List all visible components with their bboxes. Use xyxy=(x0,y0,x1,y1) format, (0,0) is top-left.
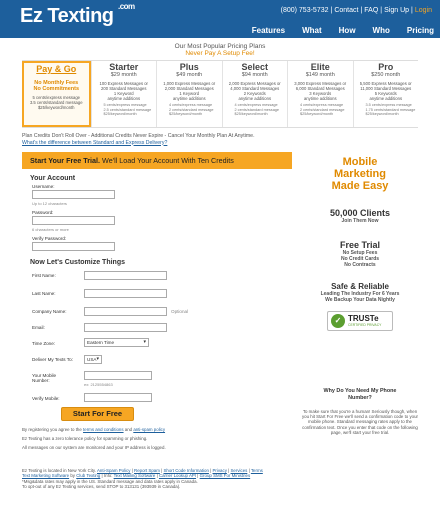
free-trial-heading: Free Trial xyxy=(339,240,381,250)
delivery-difference-link[interactable]: What's the difference between Standard and Express Delivery? xyxy=(22,139,168,146)
plan-desc-line: 11,000 Standard Messages xyxy=(360,86,412,91)
plan-feature: 2 cents/standard message xyxy=(234,107,280,112)
plan-feature: 4 cents/express message xyxy=(300,103,344,107)
plan-features xyxy=(223,103,288,117)
trial-rest: We'll Load Your Account With Ten Credits xyxy=(100,156,234,165)
plan-price: $29 month xyxy=(110,72,137,78)
plan-desc-line: $25/keyword/month xyxy=(37,105,75,110)
why-phone-title xyxy=(300,388,420,401)
plan-feature: $25/keyword/month xyxy=(234,112,268,116)
plan-desc xyxy=(24,95,89,110)
footer-optout: To opt-out of any Ez Texting services, send STOP to 313131 (393939 in Canada). xyxy=(22,484,181,490)
truste-sub: CERTIFIED PRIVACY xyxy=(348,323,382,327)
plan-select[interactable] xyxy=(222,61,288,127)
signup-link[interactable]: Sign Up xyxy=(384,7,410,14)
account-section-title: Your Account xyxy=(30,175,76,182)
username-input[interactable] xyxy=(32,190,115,199)
mm-line: Made Easy xyxy=(331,180,389,192)
ez-texting-logo[interactable] xyxy=(20,2,135,28)
free-trial-line: No Setup Fees xyxy=(342,250,378,256)
free-trial-line: No Credit Cards xyxy=(340,256,380,262)
contact-link[interactable]: Contact xyxy=(334,7,359,14)
footer-report-spam-link[interactable]: Report Spam xyxy=(134,468,160,473)
antispam-link[interactable]: anti-spam policy xyxy=(133,427,166,432)
plan-desc-line: anytime additions xyxy=(238,96,272,101)
plan-desc-line: 3 Keywords xyxy=(309,91,332,96)
plan-no-fees xyxy=(24,80,89,92)
country-value: USA xyxy=(87,357,97,362)
terms-agreement xyxy=(22,427,292,433)
plan-name: Starter xyxy=(109,62,139,72)
company-name-input[interactable] xyxy=(84,307,167,316)
plan-desc-line: 1 Keyword xyxy=(179,91,200,96)
logo-text: Ez Texting xyxy=(20,5,114,27)
plan-feature: 3.5 cents/express message xyxy=(365,103,412,107)
plan-desc-line: 3.5 cents/standard message xyxy=(29,100,83,105)
plan-feature: 4 cents/express message xyxy=(234,103,278,107)
plan-name: Select xyxy=(241,62,269,72)
why-title-line: Why Do You Need My Phone xyxy=(323,388,397,394)
plan-elite[interactable] xyxy=(287,61,353,127)
last-name-input[interactable] xyxy=(84,289,167,298)
mobile-number-label: Your Mobile Number: xyxy=(32,373,57,383)
footer-info: Info xyxy=(103,473,112,479)
plan-price: $250 month xyxy=(371,72,401,78)
plan-nofee-text: No Monthly Fees xyxy=(34,80,79,86)
why-phone-box xyxy=(300,388,420,435)
plan-desc-line: 1,000 Express Messages or xyxy=(163,81,216,86)
nav-who[interactable]: Who xyxy=(372,26,390,35)
footer-carrier-lookup-link[interactable]: Carrier Lookup API xyxy=(158,473,197,479)
footer-location: Ez Texting is located in New York City. xyxy=(22,468,97,473)
truste-text xyxy=(348,315,381,327)
right-sidebar xyxy=(300,152,420,331)
terms-prefix: By registering you agree to the xyxy=(22,427,84,432)
plan-name[interactable]: Pay & Go xyxy=(36,64,77,74)
plan-desc-line: 2,000 Standard Messages xyxy=(164,86,214,91)
timezone-select[interactable] xyxy=(84,338,149,347)
footer-line-1: Ez Texting is located in New York City. Anti-Spam Policy | Report Spam | Short Code Information | Privacy | Services | Terms xyxy=(22,468,263,473)
timezone-value: Eastern Time xyxy=(87,340,115,345)
pricing-plans xyxy=(22,60,418,128)
username-label: Username: xyxy=(32,184,55,189)
plan-feature: 2.5 cents/standard message xyxy=(103,107,152,112)
plan-desc xyxy=(354,81,419,101)
plan-starter[interactable] xyxy=(91,61,157,127)
plan-desc-line: 3,000 Express Messages or xyxy=(294,81,347,86)
free-trial-line: No Contracts xyxy=(344,262,376,268)
footer-terms-link[interactable]: Terms xyxy=(250,468,263,473)
plan-desc-line: 5,500 Express Messages or xyxy=(359,81,412,86)
plan-desc-line: 2 Keywords xyxy=(243,91,266,96)
pricing-heading xyxy=(0,43,440,57)
rollover-note xyxy=(22,133,255,146)
plan-desc-line: 6,000 Standard Messages xyxy=(295,86,345,91)
plan-plus[interactable] xyxy=(156,61,222,127)
plan-features xyxy=(288,103,353,117)
plan-price: $94 month xyxy=(241,72,268,78)
nav-features[interactable]: Features xyxy=(251,26,286,35)
verify-password-input[interactable] xyxy=(32,242,115,251)
phone-number: (800) 753-5732 xyxy=(280,7,329,14)
plan-features xyxy=(92,103,157,117)
plan-feature: 4 cents/express message xyxy=(169,103,213,107)
plan-price: $149 month xyxy=(305,72,335,78)
plan-feature: $25/keyword/month xyxy=(169,112,203,116)
start-for-free-button[interactable]: Start For Free xyxy=(61,407,134,421)
deliver-to-label: Deliver My Texts To: xyxy=(32,357,73,362)
plan-features xyxy=(354,103,419,117)
plan-pro[interactable] xyxy=(353,61,419,127)
main-nav xyxy=(252,26,434,35)
plan-desc-line: 2,000 Express Messages or xyxy=(228,81,281,86)
nav-what[interactable]: What xyxy=(302,26,322,35)
plan-desc-line: 200 Standard Messages xyxy=(101,86,147,91)
footer-antispam-link[interactable]: Anti-Spam Policy xyxy=(97,468,131,473)
truste-badge[interactable] xyxy=(327,311,393,331)
safe-line: Leading The Industry For 6 Years xyxy=(320,291,400,297)
footer-ministries-link[interactable]: Group SMS For Ministries xyxy=(199,473,251,479)
plan-desc-line: 5 cents/express message xyxy=(32,95,80,100)
plan-desc-line: 4,000 Standard Messages xyxy=(230,86,280,91)
plan-feature: $25/keyword/month xyxy=(365,112,399,116)
plan-feature: 5 cents/express message xyxy=(103,103,147,107)
mobile-number-input[interactable] xyxy=(84,371,152,380)
company-name-label: Company Name: xyxy=(32,309,67,314)
plan-desc xyxy=(92,81,157,101)
plan-feature: $25/keyword/month xyxy=(103,112,137,116)
safe-reliable-heading: Safe & Reliable xyxy=(331,282,389,291)
nav-pricing[interactable]: Pricing xyxy=(406,26,434,35)
verify-password-label: Verify Password: xyxy=(32,236,67,241)
mobile-hint: ex: 2125554863 xyxy=(84,382,113,387)
free-trial-banner xyxy=(22,152,292,169)
plan-feature: 1.75 cents/standard message xyxy=(365,107,416,112)
pricing-subtitle: Never Pay A Setup Fee! xyxy=(185,50,255,57)
truste-check-icon: ✓ xyxy=(331,314,345,328)
top-bar: (800) 753-5732 | Contact | FAQ | Sign Up | Login xyxy=(280,7,432,14)
plan-desc xyxy=(157,81,222,101)
email-input[interactable] xyxy=(84,323,167,332)
terms-and: and xyxy=(123,427,134,432)
password-input[interactable] xyxy=(32,216,115,225)
customize-section-title: Now Let's Customize Things xyxy=(30,259,126,266)
plan-name: Pro xyxy=(378,62,394,72)
plan-features xyxy=(157,103,222,117)
pricing-title: Our Most Popular Pricing Plans xyxy=(174,43,266,50)
optional-hint: Optional xyxy=(171,309,189,314)
login-link[interactable]: Login xyxy=(414,7,432,14)
plan-name: Plus xyxy=(179,62,199,72)
footer-privacy-link[interactable]: Privacy xyxy=(212,468,227,473)
timezone-label: Time Zone: xyxy=(32,341,56,346)
why-phone-text: To make sure that you're a human! Seriously though, when you hit Start For Free we'll send a confirmation code to your mobile phone. Standard messaging rates apply to the confirmation text. Once you enter that code on the following page, we'll start your free trial. xyxy=(301,409,419,435)
safe-line: We Backup Your Data Nightly xyxy=(325,297,395,303)
why-title-line: Number? xyxy=(348,394,372,401)
footer-services-link[interactable]: Services xyxy=(230,468,248,473)
email-label: Email: xyxy=(32,325,45,330)
first-name-input[interactable] xyxy=(84,271,167,280)
password-hint: 6 characters or more xyxy=(32,227,69,232)
plan-name: Elite xyxy=(310,62,330,72)
plan-desc-line: 5 Keywords xyxy=(374,91,397,96)
nav-how[interactable]: How xyxy=(338,26,356,35)
plan-desc xyxy=(223,81,288,101)
password-label: Password: xyxy=(32,210,54,215)
join-them-link[interactable]: Join Them Now xyxy=(341,218,379,224)
footer-rates: *Msg&data rates may apply in the US. Standard message and data rates apply in Canada. xyxy=(22,478,198,484)
verify-mobile-input[interactable] xyxy=(84,393,152,402)
mobile-marketing-heading xyxy=(300,156,420,192)
terms-link[interactable]: terms and conditions xyxy=(83,427,124,432)
plan-price: $49 month xyxy=(176,72,203,78)
footer-tms-link[interactable]: Text Marketing Software xyxy=(22,473,70,479)
plan-feature: 2 cents/standard message xyxy=(169,107,214,112)
plan-desc-line: 1 Keyword xyxy=(113,91,134,96)
clients-count: 50,000 Clients xyxy=(329,208,391,218)
plan-desc-line: anytime additions xyxy=(303,96,337,101)
verify-mobile-label: Verify Mobile: xyxy=(32,396,60,401)
footer-mailing-link[interactable]: Text Mailing Software xyxy=(113,473,156,479)
plan-nocommit-text: No Commitments xyxy=(33,86,80,92)
faq-link[interactable]: FAQ xyxy=(364,7,379,14)
trial-bold: Start Your Free Trial. xyxy=(30,156,101,165)
plan-desc-line: anytime additions xyxy=(369,96,403,101)
logo-com: .com xyxy=(118,2,135,11)
site-header xyxy=(0,0,440,38)
plan-desc xyxy=(288,81,353,101)
monitored-note: All messages on our system are monitored and your IP address is logged. xyxy=(22,445,166,450)
footer-shortcode-link[interactable]: Short Code Information xyxy=(163,468,209,473)
mm-line: Marketing xyxy=(334,168,386,180)
zero-tolerance-note: Ez Texting has a zero tolerance policy for spamming or phishing. xyxy=(22,436,148,441)
plan-feature: 2 cents/standard message xyxy=(300,107,345,112)
mm-line: Mobile xyxy=(342,156,378,168)
plan-desc-line: anytime additions xyxy=(107,96,141,101)
footer-club-texting-link[interactable]: Club Texting xyxy=(76,473,101,479)
last-name-label: Last Name: xyxy=(32,291,56,296)
rollover-text: Plan Credits Don't Roll Over - Additional Credits Never Expire - Cancel Your Monthly Plan At Anytime. xyxy=(22,133,255,139)
footer-line-2: Text Marketing Software by Club Texting | Info: Text Mailing Software | Carrier Lookup API | Group SMS For Ministries xyxy=(22,473,251,479)
plan-feature: $25/keyword/month xyxy=(300,112,334,116)
truste-name: TRUSTe xyxy=(348,314,379,323)
username-hint: Up to 12 characters xyxy=(32,201,67,206)
country-select[interactable] xyxy=(84,355,102,364)
footer-by: by xyxy=(70,473,75,479)
plan-pay-go[interactable] xyxy=(22,61,91,127)
first-name-label: First Name: xyxy=(32,273,56,278)
site-footer xyxy=(22,468,322,490)
plan-desc-line: anytime additions xyxy=(172,96,206,101)
plan-desc-line: 100 Express Messages or xyxy=(99,81,148,86)
